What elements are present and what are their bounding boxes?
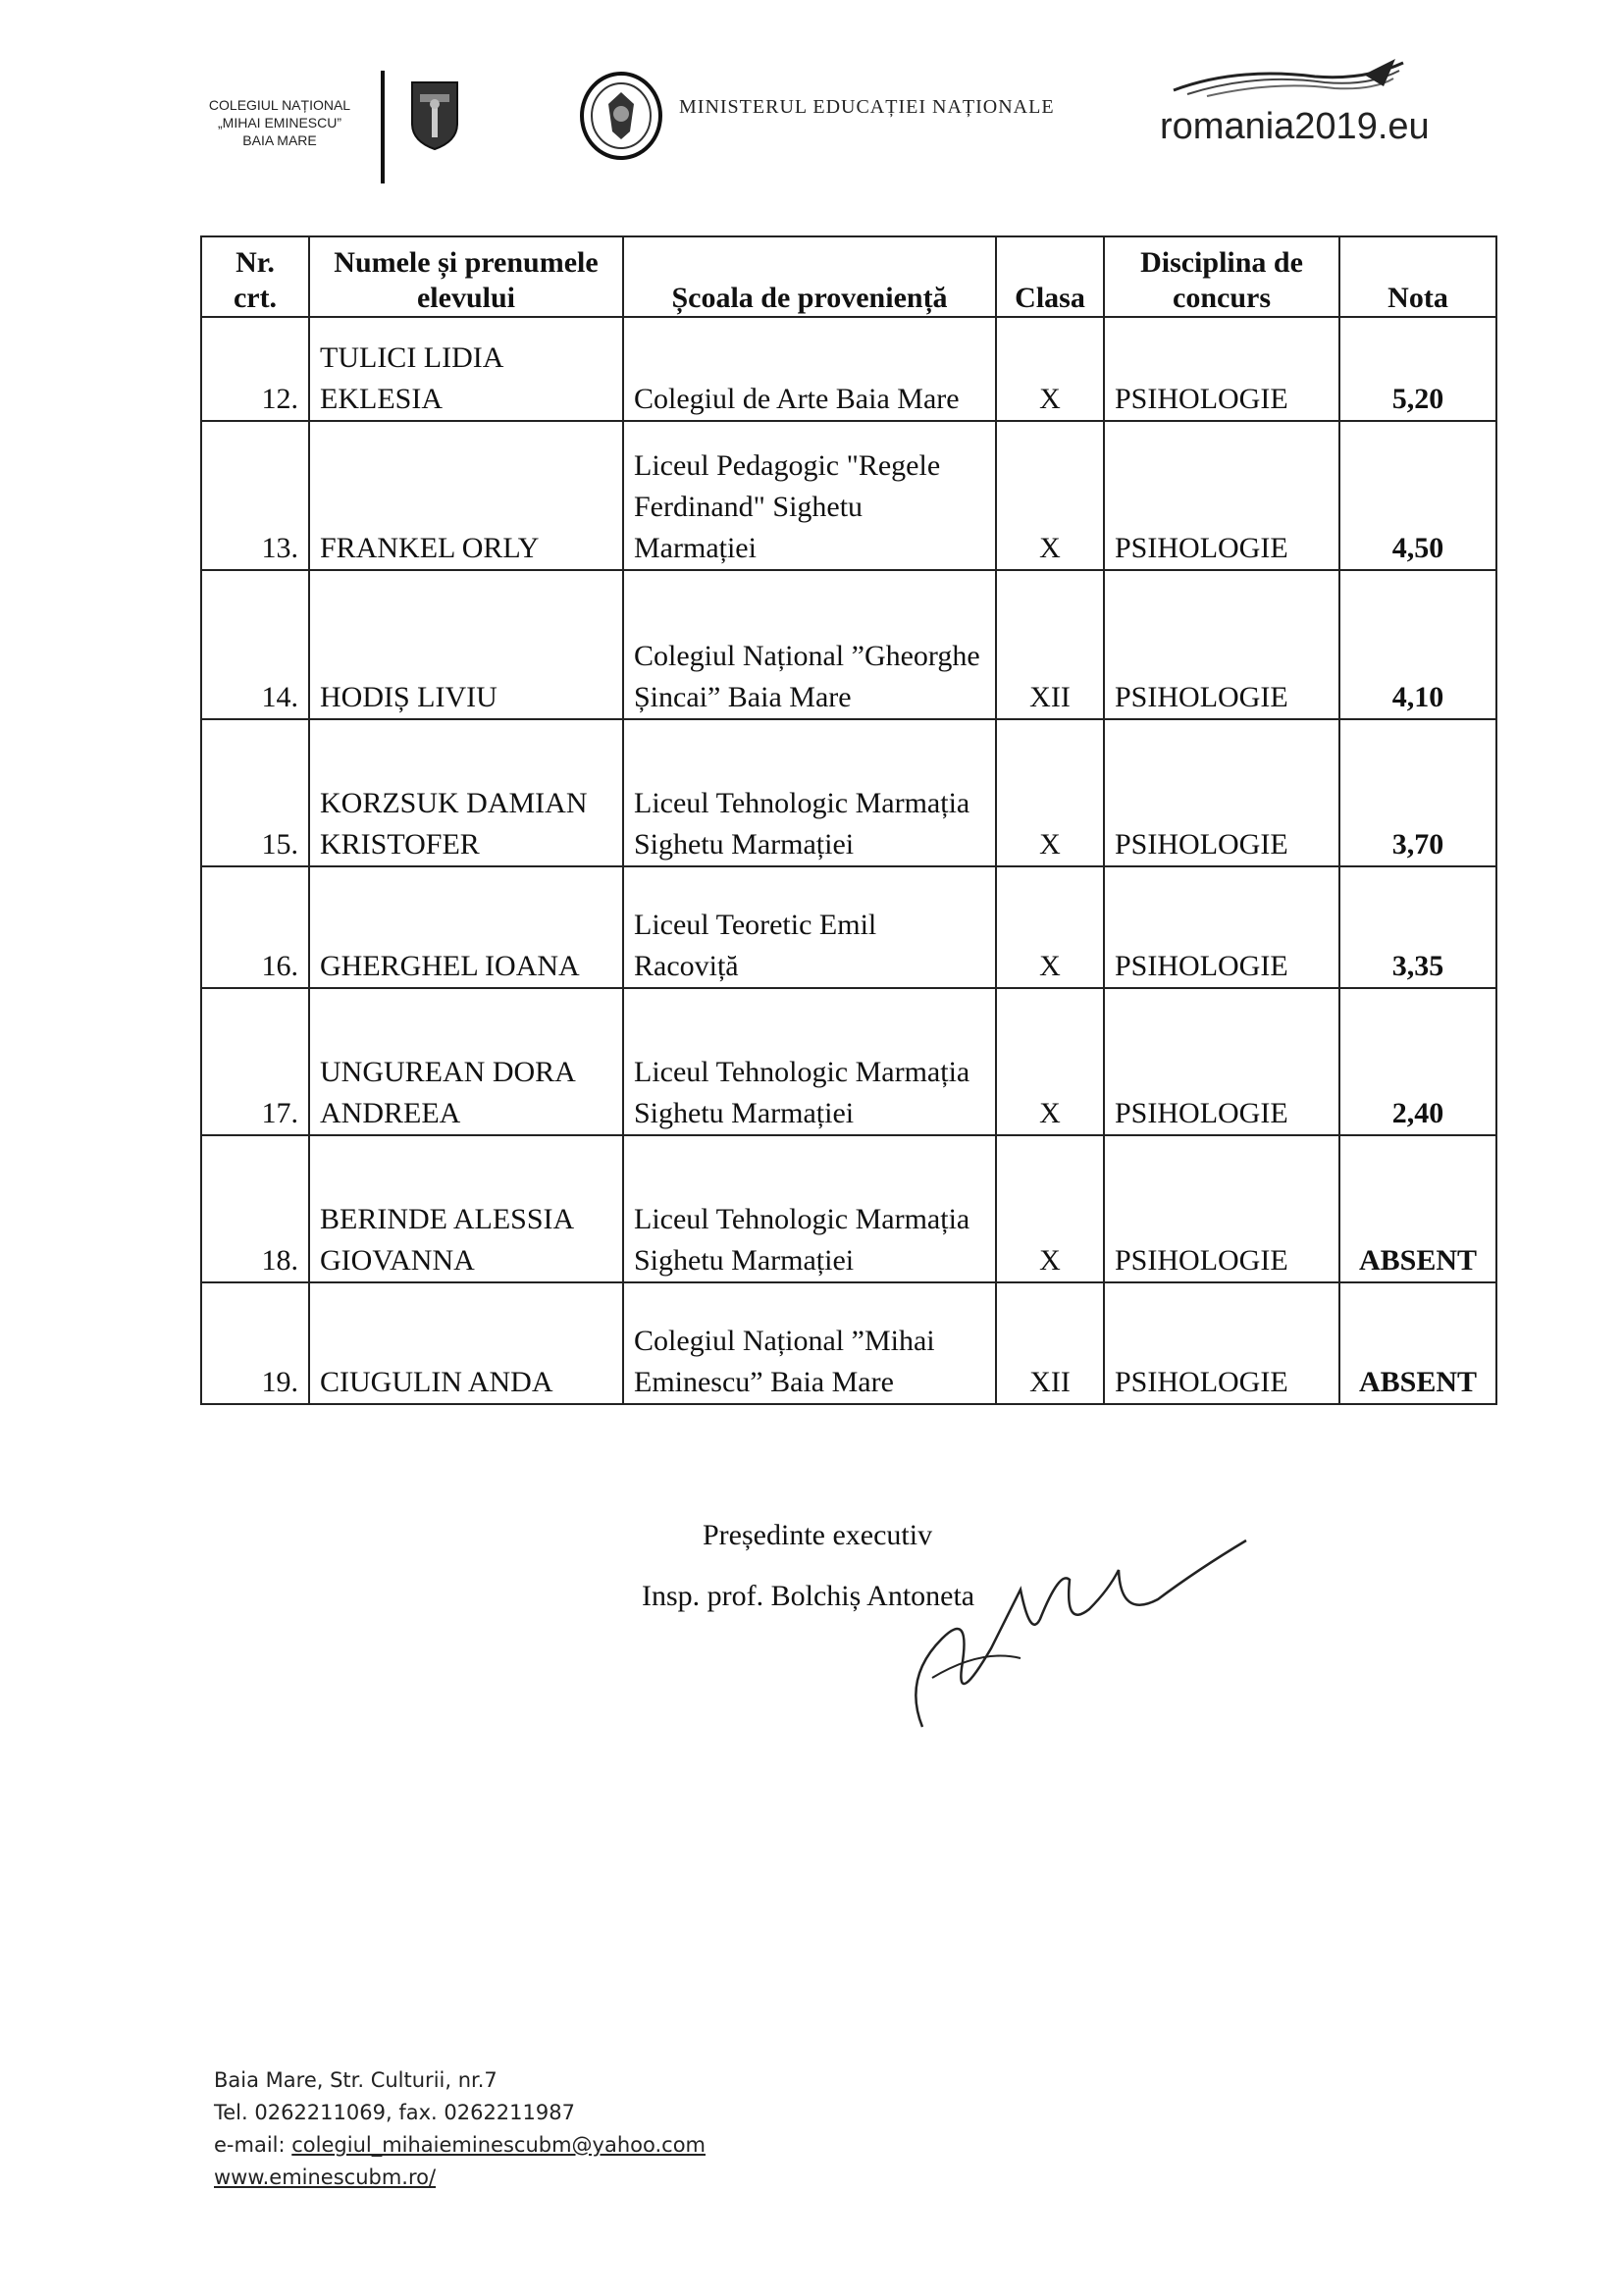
table-row (201, 719, 1496, 866)
footer-contact (214, 2064, 706, 2194)
row-grade: ABSENT (1339, 1282, 1496, 1404)
footer-phone: Tel. 0262211069, fax. 0262211987 (214, 2101, 575, 2124)
footer-address: Baia Mare, Str. Culturii, nr.7 (214, 2068, 497, 2092)
college-name-line-2: „MIHAI EMINESCU” (218, 115, 341, 130)
results-table (200, 235, 1497, 1405)
row-name: FRANKEL ORLY (309, 421, 623, 570)
table-row (201, 988, 1496, 1135)
row-discipline: PSIHOLOGIE (1104, 719, 1339, 866)
footer-email-link[interactable]: colegiul_mihaieminescubm@yahoo.com (291, 2133, 706, 2157)
table-header-row (201, 236, 1496, 317)
row-nr: 17. (201, 988, 309, 1135)
row-discipline: PSIHOLOGIE (1104, 866, 1339, 988)
table-row (201, 1135, 1496, 1282)
row-discipline: PSIHOLOGIE (1104, 421, 1339, 570)
row-grade: 5,20 (1339, 317, 1496, 421)
row-name: UNGUREAN DORA ANDREEA (309, 988, 623, 1135)
row-school: Liceul Tehnologic Marmația Sighetu Marmației (623, 988, 996, 1135)
row-discipline: PSIHOLOGIE (1104, 570, 1339, 719)
signature-name: Insp. prof. Bolchiș Antoneta (642, 1580, 975, 1612)
row-nr: 16. (201, 866, 309, 988)
row-name: KORZSUK DAMIAN KRISTOFER (309, 719, 623, 866)
row-class: X (996, 866, 1104, 988)
college-crest-icon (410, 80, 459, 151)
row-class: XII (996, 570, 1104, 719)
row-class: X (996, 1135, 1104, 1282)
table-row (201, 866, 1496, 988)
row-discipline: PSIHOLOGIE (1104, 988, 1339, 1135)
header-discipline: Disciplina de concurs (1104, 236, 1339, 317)
row-school: Colegiul Național ”Mihai Eminescu” Baia Mare (623, 1282, 996, 1404)
row-name: TULICI LIDIA EKLESIA (309, 317, 623, 421)
table-row (201, 317, 1496, 421)
government-seal-icon (579, 71, 663, 161)
row-grade: 3,35 (1339, 866, 1496, 988)
romania-2019-logo-icon (1168, 57, 1413, 100)
row-grade: 3,70 (1339, 719, 1496, 866)
table-row (201, 1282, 1496, 1404)
signature-title: Președinte executiv (703, 1519, 933, 1551)
row-class: X (996, 988, 1104, 1135)
college-name-line-3: BAIA MARE (242, 132, 317, 148)
table-row (201, 421, 1496, 570)
row-name: BERINDE ALESSIA GIOVANNA (309, 1135, 623, 1282)
header-grade: Nota (1339, 236, 1496, 317)
header-class: Clasa (996, 236, 1104, 317)
header-divider (381, 71, 385, 183)
row-class: X (996, 421, 1104, 570)
row-school: Colegiul de Arte Baia Mare (623, 317, 996, 421)
row-nr: 14. (201, 570, 309, 719)
row-class: XII (996, 1282, 1104, 1404)
row-grade: 4,50 (1339, 421, 1496, 570)
row-nr: 15. (201, 719, 309, 866)
row-grade: ABSENT (1339, 1135, 1496, 1282)
college-name (196, 96, 363, 149)
row-class: X (996, 719, 1104, 866)
table-row (201, 570, 1496, 719)
row-discipline: PSIHOLOGIE (1104, 1135, 1339, 1282)
header-nr: Nr. crt. (201, 236, 309, 317)
footer-email-label: e-mail: (214, 2133, 292, 2157)
row-school: Liceul Teoretic Emil Racoviță (623, 866, 996, 988)
row-school: Liceul Tehnologic Marmația Sighetu Marmației (623, 1135, 996, 1282)
row-discipline: PSIHOLOGIE (1104, 1282, 1339, 1404)
row-name: CIUGULIN ANDA (309, 1282, 623, 1404)
row-class: X (996, 317, 1104, 421)
footer-email-line (214, 2129, 706, 2162)
row-school: Liceul Tehnologic Marmația Sighetu Marmației (623, 719, 996, 866)
row-nr: 13. (201, 421, 309, 570)
row-discipline: PSIHOLOGIE (1104, 317, 1339, 421)
ministry-name: MINISTERUL EDUCAȚIEI NAȚIONALE (679, 96, 1055, 118)
row-grade: 4,10 (1339, 570, 1496, 719)
row-school: Colegiul Național ”Gheorghe Șincai” Baia Mare (623, 570, 996, 719)
header-name: Numele și prenumele elevului (309, 236, 623, 317)
row-grade: 2,40 (1339, 988, 1496, 1135)
header-school: Școala de proveniență (623, 236, 996, 317)
row-nr: 12. (201, 317, 309, 421)
row-nr: 19. (201, 1282, 309, 1404)
college-name-line-1: COLEGIUL NAȚIONAL (208, 97, 351, 113)
row-name: HODIȘ LIVIU (309, 570, 623, 719)
row-nr: 18. (201, 1135, 309, 1282)
handwritten-signature-icon (864, 1531, 1256, 1747)
footer-website-link[interactable]: www.eminescubm.ro/ (214, 2166, 437, 2189)
row-school: Liceul Pedagogic "Regele Ferdinand" Sighetu Marmației (623, 421, 996, 570)
romania-2019-site: romania2019.eu (1160, 106, 1430, 147)
row-name: GHERGHEL IOANA (309, 866, 623, 988)
